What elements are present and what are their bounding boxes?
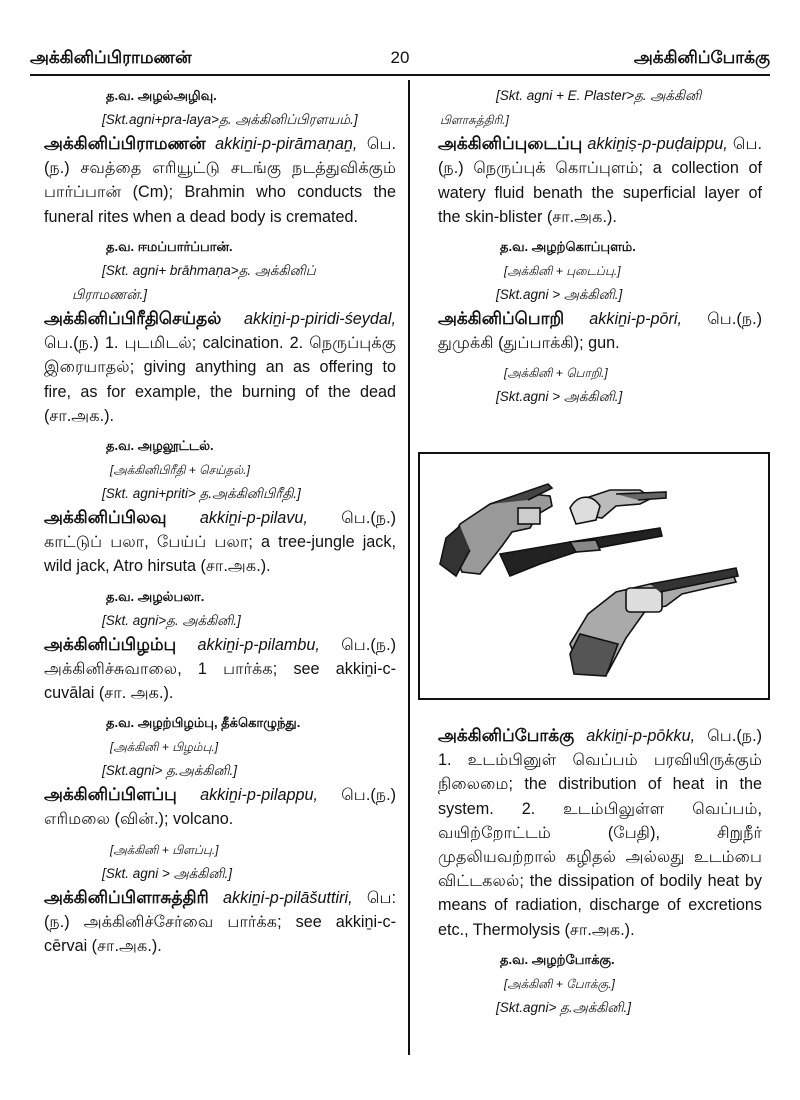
entry-headword: அக்கினிப்போக்கு (438, 726, 575, 745)
dictionary-entry (438, 307, 762, 355)
etymology-note: [Skt. agni + E. Plaster>த. அக்கினி (496, 88, 702, 103)
guns-illustration (418, 452, 770, 700)
etymology-note: [Skt.agni> த.அக்கினி.] (496, 999, 632, 1015)
entry-headword: அக்கினிப்பிரீதிசெய்தல் (44, 309, 222, 329)
entry-transliteration: akkiṉi-p-pōri, (564, 310, 708, 329)
entry-transliteration: akkiṉi-p-pōkku, (574, 727, 708, 745)
compound-note: [அக்கினி + பொறி.] (504, 366, 608, 381)
header-right-guideword: அக்கினிப்போக்கு (633, 48, 770, 67)
dictionary-entry (438, 132, 762, 229)
entry-definition: பெ.(ந.) 1. உடம்பினுள் வெப்பம் பரவியிருக்கும் நிலைமை; the distribution of heat in the system. 2. உடம்பிலுள்ள வெப்பம், வயிற்றோட்டம் (பேதி), சிறுநீர் முதலியவற்றால் கழிதல் அல்லது உடம்பை விட்டகலல்; the dissipation of bodily heat by means of radiation, discharge of excretions etc., Thermolysis (சா.அக.). (438, 727, 762, 939)
tamil-equivalent: த.வ. ஈமப்பார்ப்பான். (106, 238, 233, 254)
entry-headword: அக்கினிப்பொறி (438, 309, 565, 329)
tamil-equivalent: த.வ. அழலூட்டல். (106, 438, 214, 454)
entry-definition: பெ.(ந.) சவத்தை எரியூட்டு சடங்கு நடத்துவிக்கும் பார்ப்பான் (Cm); Brahmin who conducts the funeral rites when a dead body is cremated. (44, 135, 396, 226)
compound-note: [அக்கினிபிரீதி + செய்தல்.] (110, 463, 250, 478)
entry-definition: பெ.(ந.) துமுக்கி (துப்பாக்கி); gun. (438, 310, 762, 353)
entry-definition: பெ.(ந.) எரிமலை (வின்.); volcano. (44, 786, 396, 829)
entry-transliteration: akkiṉi-p-pilāšuttiri, (208, 888, 367, 907)
entry-headword: அக்கினிப்புடைப்பு (438, 134, 583, 154)
tamil-equivalent: த.வ. அழற்போக்கு. (500, 951, 615, 967)
column-divider (408, 80, 410, 1055)
entry-headword: அக்கினிப்பிலவு (44, 508, 167, 528)
dictionary-entry (44, 633, 396, 706)
tamil-equivalent: த.வ. அழற்பிழம்பு, தீக்கொழுந்து. (106, 715, 301, 731)
right-column-lower (438, 724, 762, 1020)
entry-definition: பெ.(ந.) 1. புடமிடல்; calcination. 2. நெருப்புக்கு இரையாதல்; giving anything an as offering to fire, as for example, the burning of the dead (சா.அக.). (44, 334, 396, 425)
page-number: 20 (390, 48, 410, 67)
entry-definition: பெ.(ந.) காட்டுப் பலா, பேய்ப் பலா; a tree-jungle jack, wild jack, Atro hirsuta (சா.அக.). (44, 509, 396, 576)
etymology-note: [Skt. agni+ brāhmaṇa>த. அக்கினிப் (102, 262, 316, 278)
compound-note: [அக்கினி + போக்கு.] (504, 976, 615, 991)
dictionary-entry (44, 506, 396, 579)
entry-transliteration: akkiṉi-p-piridi-śeydal, (221, 310, 396, 329)
dictionary-entry (44, 132, 396, 229)
entry-transliteration: akkiṉi-p-pilavu, (166, 509, 342, 528)
entry-headword: அக்கினிப்பிளப்பு (44, 785, 177, 805)
dictionary-entry (44, 886, 396, 959)
entry-definition: பெ:(ந.) அக்கினிச்சேர்வை பார்க்க; see akkiṉi-c-cērvai (சா.அக.). (44, 888, 396, 956)
entry-definition: பெ.(ந.) அக்கினிச்சுவாலை, 1 பார்க்க; see akkiṉi-c-cuvālai (சா. அக.). (44, 635, 396, 703)
compound-note: [அக்கினி + பிளப்பு.] (110, 842, 219, 857)
page-header (30, 48, 770, 76)
compound-note: [அக்கினி + பிழம்பு.] (110, 740, 219, 755)
left-column (44, 84, 396, 964)
entry-transliteration: akkiṉiṣ-p-puḍaippu, (582, 135, 733, 154)
entry-headword: அக்கினிப்பிழம்பு (44, 634, 177, 654)
etymology-note: [Skt.agni > அக்கினி.] (496, 287, 623, 303)
etymology-continuation: பிளாசுத்திரி.] (440, 113, 509, 127)
right-column-upper (438, 84, 762, 409)
entry-headword: அக்கினிப்பிராமணன் (44, 134, 206, 153)
entry-transliteration: akkiṉi-p-pirāmaṇaṉ, (205, 135, 367, 153)
dictionary-entry (44, 783, 396, 831)
entry-transliteration: akkiṉi-p-pilambu, (176, 635, 342, 654)
etymology-note: [Skt. agni+priti> த.அக்கினிபிரீதி.] (102, 486, 301, 502)
etymology-note: [Skt. agni>த. அக்கினி.] (102, 612, 241, 628)
dictionary-entry (44, 307, 396, 428)
etymology-continuation: பிராமணன்.] (72, 286, 147, 302)
tamil-equivalent: த.வ. அழல்அழிவு. (106, 88, 217, 103)
entry-headword: அக்கினிப்பிளாசுத்திரி (44, 887, 209, 907)
compound-note: [அக்கினி + புடைப்பு.] (504, 264, 621, 279)
etymology-note: [Skt.agni+pra-laya>த. அக்கினிப்பிரளயம்.] (102, 112, 358, 127)
entry-transliteration: akkiṉi-p-pilappu, (176, 786, 342, 805)
header-left-guideword: அக்கினிப்பிராமணன் (30, 48, 192, 67)
tamil-equivalent: த.வ. அழற்கொப்புளம். (500, 239, 636, 255)
tamil-equivalent: த.வ. அழல்பலா. (106, 588, 205, 604)
etymology-note: [Skt. agni > அக்கினி.] (102, 865, 233, 881)
dictionary-entry (438, 724, 762, 942)
entry-definition: பெ.(ந.) நெருப்புக் கொப்புளம்; a collection of watery fluid benath the superficial layer of the skin-blister (சா.அக.). (438, 135, 762, 226)
etymology-note: [Skt.agni> த.அக்கினி.] (102, 763, 238, 779)
etymology-note: [Skt.agni > அக்கினி.] (496, 389, 623, 405)
guns-drawing (420, 454, 764, 694)
